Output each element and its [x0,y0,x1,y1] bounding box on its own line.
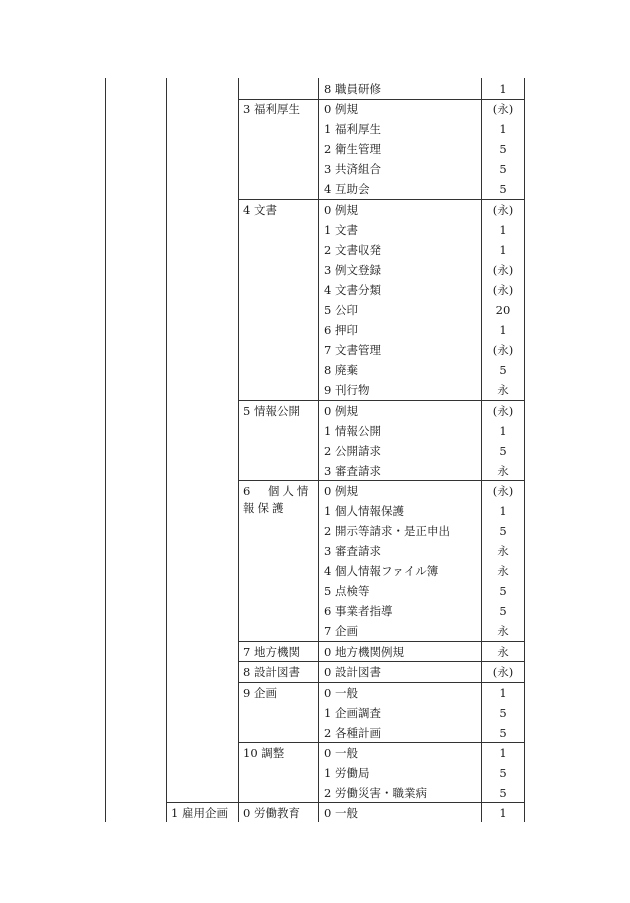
retention-value: 5 [499,706,507,720]
table-row: 0 例規 [324,203,358,217]
retention-value: 5 [499,524,507,538]
table-row: 4 個人情報ファイル簿 [324,564,439,578]
category-rodo-kyoiku: 0 労働教育 [243,806,300,820]
table-row: 2 衛生管理 [324,142,381,156]
category-chiho-kikan: 7 地方機関 [243,645,300,659]
retention-value: 永 [497,464,509,478]
category-fukuri: 3 福利厚生 [243,102,300,116]
retention-value: (永) [492,343,514,357]
retention-value: 1 [499,122,507,136]
category-kojin-joho: 6 個人情報保護 [243,484,312,515]
table-border-right [524,78,525,822]
retention-value: 5 [499,142,507,156]
table-row: 5 公印 [324,303,358,317]
retention-value: 5 [499,182,507,196]
retention-value: 5 [499,162,507,176]
retention-value: 5 [499,766,507,780]
retention-value: 5 [499,604,507,618]
table-border-left [105,78,106,822]
category-kikaku: 9 企画 [243,686,277,700]
retention-value: 永 [497,544,509,558]
retention-value: 1 [499,82,507,96]
table-row: 1 労働局 [324,766,370,780]
retention-value: 永 [497,564,509,578]
table-row: 0 例規 [324,102,358,116]
table-row: 7 企画 [324,624,358,638]
table-row: 2 労働災害・職業病 [324,786,427,800]
table-row: 4 互助会 [324,182,370,196]
retention-value: (永) [492,404,514,418]
table-row: 1 文書 [324,223,358,237]
table-row: 6 押印 [324,323,358,337]
retention-value: 5 [499,444,507,458]
retention-value: 5 [499,363,507,377]
retention-value: 永 [497,383,509,397]
category-bunsho: 4 文書 [243,203,277,217]
retention-value: (永) [492,203,514,217]
table-row: 0 設計図書 [324,665,381,679]
table-row: 0 地方機関例規 [324,645,404,659]
table-row: 0 例規 [324,404,358,418]
retention-value: 1 [499,746,507,760]
retention-value: (永) [492,102,514,116]
retention-value: 永 [497,645,509,659]
table-row: 0 例規 [324,484,358,498]
category-chosei: 10 調整 [243,746,285,760]
retention-value: (永) [492,665,514,679]
table-divider-col2 [238,78,239,822]
table-row: 2 公開請求 [324,444,381,458]
retention-value: 1 [499,424,507,438]
retention-value: 20 [495,303,511,317]
table-divider-col1 [166,78,167,822]
table-row: 6 事業者指導 [324,604,393,618]
category-joho-kokai: 5 情報公開 [243,404,300,418]
table-row: 1 福利厚生 [324,122,381,136]
table-row: 8 廃棄 [324,363,358,377]
category-koyo-kikaku: 1 雇用企画 [171,806,228,820]
table-row: 0 一般 [324,686,358,700]
retention-value: 5 [499,584,507,598]
table-divider-col3 [318,78,319,822]
retention-value: 5 [499,726,507,740]
table-row: 1 企画調査 [324,706,381,720]
table-row: 0 一般 [324,746,358,760]
table-row: 4 文書分類 [324,283,381,297]
retention-value: 1 [499,806,507,820]
retention-value: 1 [499,323,507,337]
table-row: 1 個人情報保護 [324,504,404,518]
table-row: 2 各種計画 [324,726,381,740]
table-row: 3 例文登録 [324,263,381,277]
table-row: 7 文書管理 [324,343,381,357]
table-row: 1 情報公開 [324,424,381,438]
table-row: 2 文書収発 [324,243,381,257]
table-row: 0 一般 [324,806,358,820]
retention-value: (永) [492,263,514,277]
table-row: 3 審査請求 [324,544,381,558]
table-row: 5 点検等 [324,584,370,598]
retention-value: 永 [497,624,509,638]
retention-value: 5 [499,786,507,800]
retention-value: 1 [499,504,507,518]
retention-value: 1 [499,686,507,700]
category-sekkei-tosho: 8 設計図書 [243,665,300,679]
retention-value: (永) [492,484,514,498]
table-row: 3 審査請求 [324,464,381,478]
retention-value: (永) [492,283,514,297]
retention-value: 1 [499,223,507,237]
table-row: 9 刊行物 [324,383,370,397]
table-row: 8 職員研修 [324,82,381,96]
retention-value: 1 [499,243,507,257]
table-row: 2 開示等請求・是正申出 [324,524,450,538]
table-row: 3 共済組合 [324,162,381,176]
